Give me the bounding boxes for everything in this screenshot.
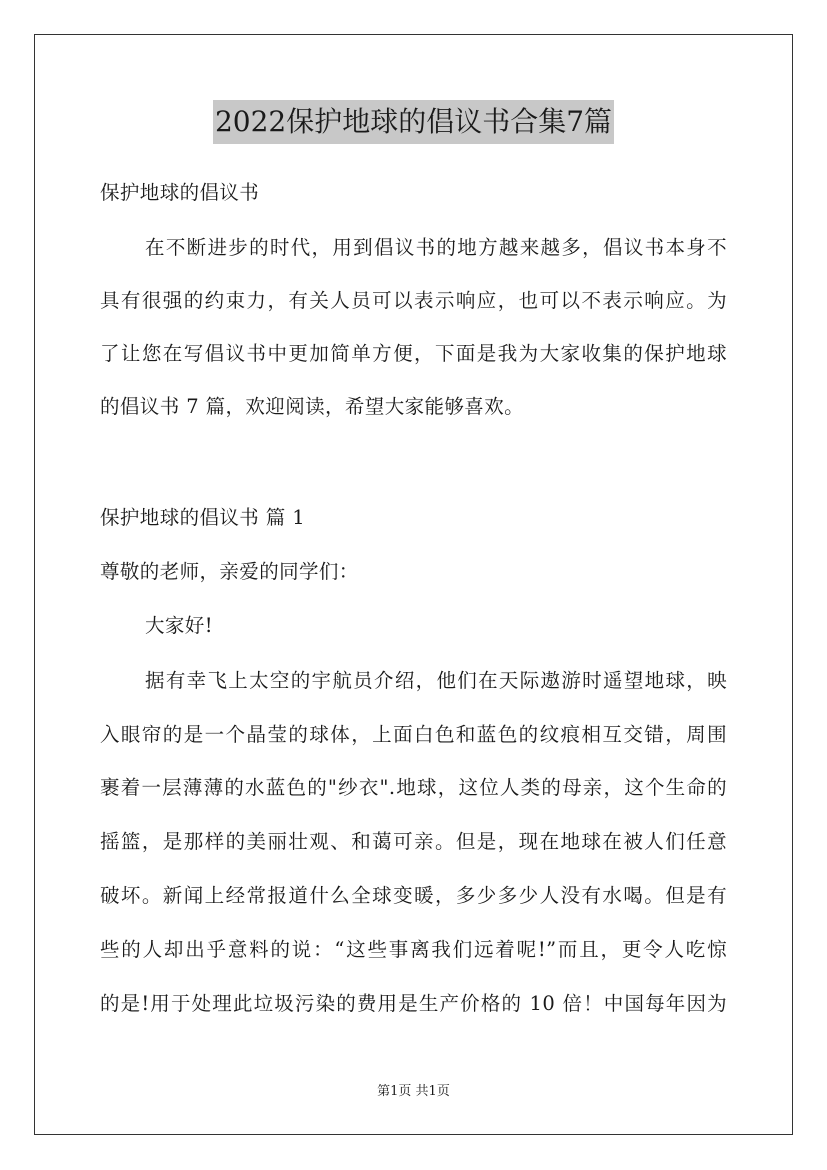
paragraph-line: 了让您在写倡议书中更加简单方便，下面是我为大家收集的保护地球 [100, 342, 727, 365]
section-heading: 保护地球的倡议书 [100, 181, 260, 204]
paragraph-line: 裹着一层薄薄的水蓝色的"纱衣".地球，这位人类的母亲，这个生命的 [100, 776, 727, 799]
title-container [0, 100, 827, 144]
greeting: 大家好! [145, 614, 213, 637]
paragraph-line: 具有很强的约束力，有关人员可以表示响应，也可以不表示响应。为 [100, 289, 727, 312]
paragraph-line: 摇篮，是那样的美丽壮观、和蔼可亲。但是，现在地球在被人们任意 [100, 830, 727, 853]
section-heading: 保护地球的倡议书 篇 1 [100, 506, 306, 529]
document-title: 2022保护地球的倡议书合集7篇 [213, 100, 614, 144]
paragraph-line: 入眼帘的是一个晶莹的球体，上面白色和蓝色的纹痕相互交错，周围 [100, 723, 727, 746]
paragraph-line: 在不断进步的时代，用到倡议书的地方越来越多，倡议书本身不 [145, 236, 727, 259]
page-footer: 第1页 共1页 [377, 1084, 450, 1099]
paragraph-line: 据有幸飞上太空的宇航员介绍，他们在天际遨游时遥望地球，映 [145, 669, 727, 692]
salutation: 尊敬的老师，亲爱的同学们： [100, 560, 359, 583]
paragraph-line: 的是!用于处理此垃圾污染的费用是生产价格的 10 倍！中国每年因为 [100, 992, 727, 1015]
paragraph-line: 些的人却出乎意料的说：“这些事离我们远着呢!”而且，更令人吃惊 [100, 938, 727, 961]
paragraph-line: 破坏。新闻上经常报道什么全球变暖，多少多少人没有水喝。但是有 [100, 884, 727, 907]
paragraph-line: 的倡议书 7 篇，欢迎阅读，希望大家能够喜欢。 [100, 395, 525, 418]
